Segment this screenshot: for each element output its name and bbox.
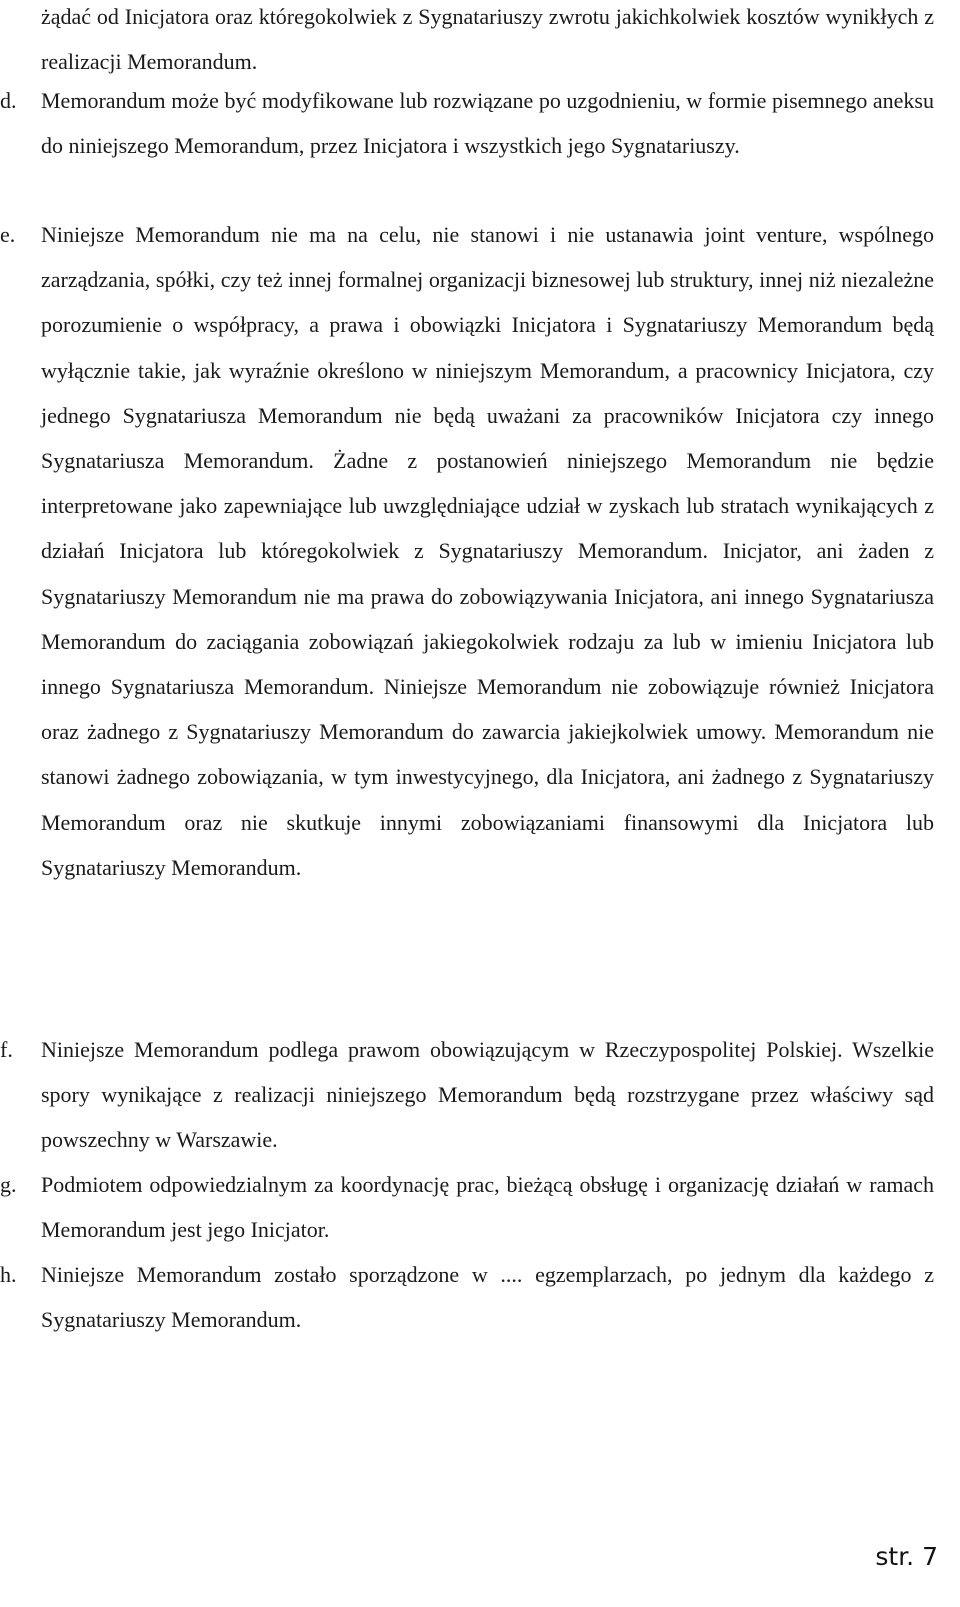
page-number: str. 7 xyxy=(875,1542,938,1571)
list-item-e xyxy=(0,212,934,890)
list-item-text: Podmiotem odpowiedzialnym za koordynację prac, bieżącą obsługę i organizację działań w ramach Memorandum jest jego Inicjator. xyxy=(41,1172,934,1243)
list-item-marker: e. xyxy=(0,222,16,247)
list-item-h xyxy=(0,1252,934,1342)
list-item-g xyxy=(0,1162,934,1252)
list-item-c-continuation xyxy=(41,0,934,84)
list-item-text: żądać od Inicjatora oraz któregokolwiek z Sygnatariuszy zwrotu jakichkolwiek kosztów wynikłych z realizacji Memorandum. xyxy=(41,4,934,75)
list-item-text: Memorandum może być modyfikowane lub rozwiązane po uzgodnieniu, w formie pisemnego aneksu do niniejszego Memorandum, przez Inicjatora i wszystkich jego Sygnatariuszy. xyxy=(41,88,934,159)
list-item-text: Niniejsze Memorandum zostało sporządzone w .... egzemplarzach, po jednym dla każdego z Sygnatariuszy Memorandum. xyxy=(41,1262,934,1333)
list-item-text: Niniejsze Memorandum podlega prawom obowiązującym w Rzeczypospolitej Polskiej. Wszelkie spory wynikające z realizacji niniejszego Memorandum będą rozstrzygane przez właściwy sąd powszechny w Warszawie. xyxy=(41,1037,934,1153)
list-item-marker: g. xyxy=(0,1172,17,1197)
list-item-marker: f. xyxy=(0,1037,13,1062)
list-item-text: Niniejsze Memorandum nie ma na celu, nie stanowi i nie ustanawia joint venture, wspólnego zarządzania, spółki, czy też innej formalnej organizacji biznesowej lub struktury, innej niż niezależne porozumienie o współpracy, a prawa i obowiązki Inicjatora i Sygnatariuszy Memorandum będą wyłącznie takie, jak wyraźnie określono w niniejszym Memorandum, a pracownicy Inicjatora, czy jednego Sygnatariusza Memorandum nie będą uważani za pracowników Inicjatora czy innego Sygnatariusza Memorandum. Żadne z postanowień niniejszego Memorandum nie będzie interpretowane jako zapewniające lub uwzględniające udział w zyskach lub stratach wynikających z działań Inicjatora lub któregokolwiek z Sygnatariuszy Memorandum. Inicjator, ani żaden z Sygnatariuszy Memorandum nie ma prawa do zobowiązywania Inicjatora, ani innego Sygnatariusza Memorandum do zaciągania zobowiązań jakiegokolwiek rodzaju za lub w imieniu Inicjatora lub innego Sygnatariusza Memorandum. Niniejsze Memorandum nie zobowiązuje również Inicjatora oraz żadnego z Sygnatariuszy Memorandum do zawarcia jakiejkolwiek umowy. Memorandum nie stanowi żadnego zobowiązania, w tym inwestycyjnego, dla Inicjatora, ani żadnego z Sygnatariuszy Memorandum oraz nie skutkuje innymi zobowiązaniami finansowymi dla Inicjatora lub Sygnatariuszy Memorandum. xyxy=(41,222,934,880)
list-item-marker: h. xyxy=(0,1262,17,1287)
list-item-f xyxy=(0,1027,934,1163)
list-item-d xyxy=(0,78,934,168)
list-item-marker: d. xyxy=(0,88,17,113)
